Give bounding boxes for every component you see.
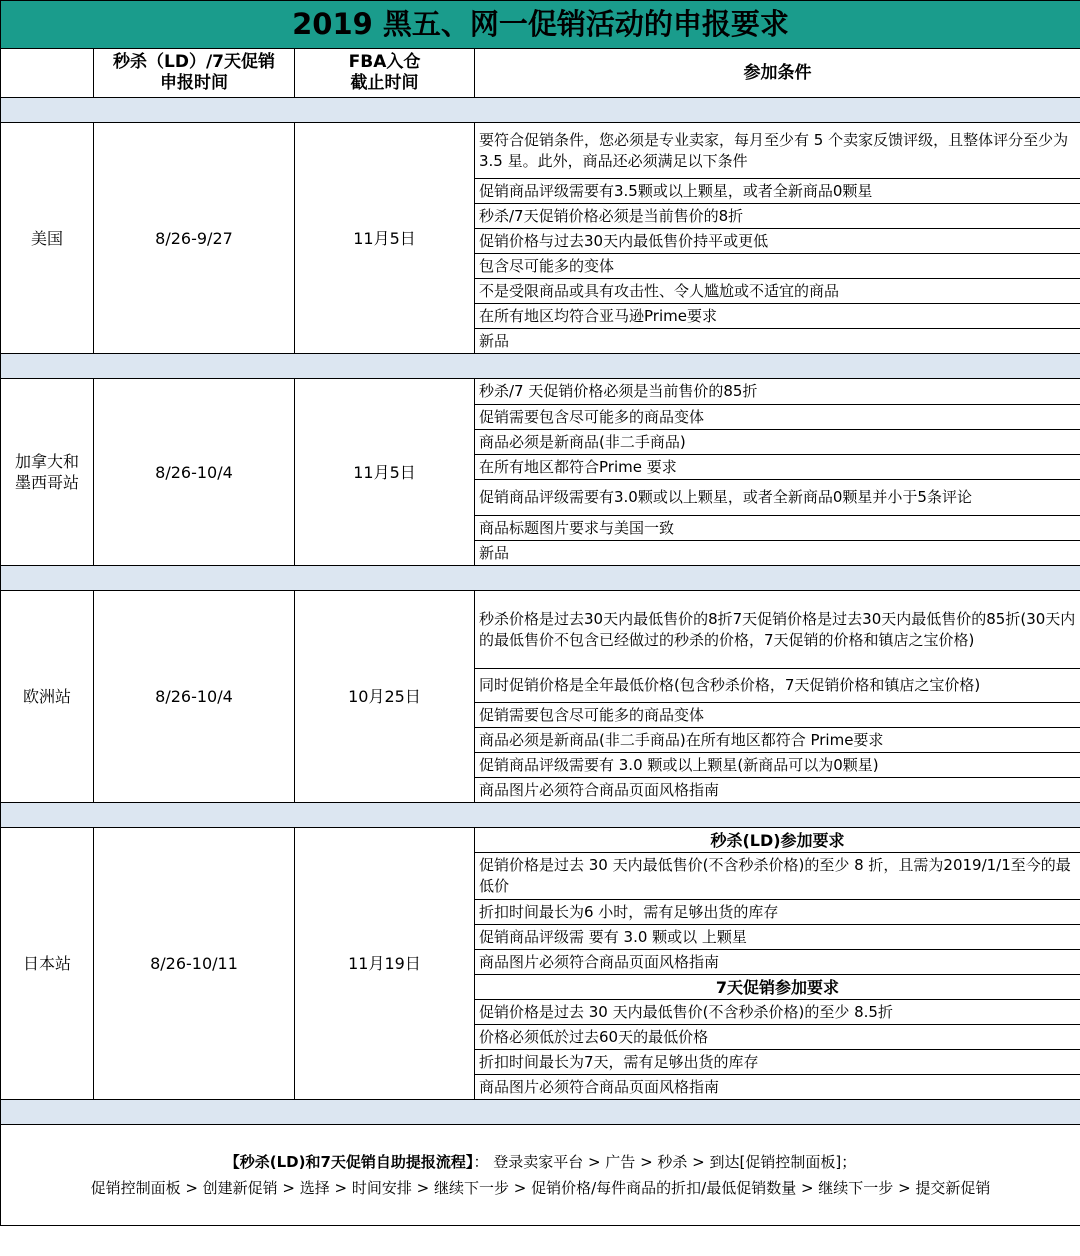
condition-cell: 秒杀/7 天促销价格必须是当前售价的85折 [475, 379, 1080, 405]
table-row [1, 379, 1080, 405]
region-ca-mx: 加拿大和 墨西哥站 [1, 379, 94, 566]
condition-cell: 促销商品评级需 要有 3.0 颗或以 上颗星 [475, 925, 1080, 950]
flow-title: 【秒杀(LD)和7天促销自助提报流程】 [224, 1153, 474, 1171]
separator-row [1, 98, 1080, 123]
condition-cell: 促销价格与过去30天内最低售价持平或更低 [475, 229, 1080, 254]
condition-cell: 折扣时间最长为6 小时，需有足够出货的库存 [475, 900, 1080, 925]
condition-cell: 新品 [475, 329, 1080, 354]
region-jp: 日本站 [1, 828, 94, 1100]
condition-cell: 价格必须低於过去60天的最低价格 [475, 1025, 1080, 1050]
page-title: 2019 黑五、网一促销活动的申报要求 [1, 1, 1080, 49]
header-conditions: 参加条件 [475, 49, 1080, 98]
separator-row [1, 803, 1080, 828]
condition-cell: 商品标题图片要求与美国一致 [475, 516, 1080, 541]
region-us: 美国 [1, 123, 94, 354]
table-row [1, 591, 1080, 669]
condition-cell: 促销商品评级需要有 3.0 颗或以上颗星(新商品可以为0颗星) [475, 753, 1080, 778]
header-blank [1, 49, 94, 98]
ld-requirements-heading: 秒杀(LD)参加要求 [475, 828, 1080, 853]
fba-deadline-ca-mx: 11月5日 [295, 379, 475, 566]
header-fba-deadline: FBA入仓 截止时间 [295, 49, 475, 98]
condition-cell: 促销价格是过去 30 天内最低售价(不含秒杀价格)的至少 8 折，且需为2019/1/1至今的最低价 [475, 853, 1080, 900]
condition-cell: 新品 [475, 541, 1080, 566]
fba-deadline-eu: 10月25日 [295, 591, 475, 803]
condition-cell: 不是受限商品或具有攻击性、令人尴尬或不适宜的商品 [475, 279, 1080, 304]
condition-cell: 商品图片必须符合商品页面风格指南 [475, 1075, 1080, 1100]
condition-cell: 商品必须是新商品(非二手商品) [475, 430, 1080, 455]
condition-cell: 在所有地区均符合亚马逊Prime要求 [475, 304, 1080, 329]
condition-cell: 秒杀价格是过去30天内最低售价的8折7天促销价格是过去30天内最低售价的85折(30天内的最低售价不包含已经做过的秒杀的价格，7天促销的价格和镇店之宝价格) [475, 591, 1080, 669]
condition-cell: 促销价格是过去 30 天内最低售价(不含秒杀价格)的至少 8.5折 [475, 1000, 1080, 1025]
region-eu: 欧洲站 [1, 591, 94, 803]
condition-cell: 秒杀/7天促销价格必须是当前售价的8折 [475, 204, 1080, 229]
fba-deadline-us: 11月5日 [295, 123, 475, 354]
table-row [1, 828, 1080, 853]
condition-cell: 同时促销价格是全年最低价格(包含秒杀价格，7天促销价格和镇店之宝价格) [475, 669, 1080, 703]
footer-row [1, 1125, 1080, 1226]
7day-requirements-heading: 7天促销参加要求 [475, 975, 1080, 1000]
flow-step-line1: ： 登录卖家平台 > 广告 > 秒杀 > 到达[促销控制面板]； [473, 1153, 857, 1171]
condition-cell: 在所有地区都符合Prime 要求 [475, 455, 1080, 480]
condition-cell: 促销需要包含尽可能多的商品变体 [475, 405, 1080, 430]
condition-cell: 商品图片必须符合商品页面风格指南 [475, 950, 1080, 975]
submission-flow-note [1, 1125, 1080, 1226]
separator-row [1, 354, 1080, 379]
table-row [1, 123, 1080, 179]
condition-cell: 要符合促销条件，您必须是专业卖家，每月至少有 5 个卖家反馈评级，且整体评分至少为 3.5 星。此外，商品还必须满足以下条件 [475, 123, 1080, 179]
condition-cell: 商品图片必须符合商品页面风格指南 [475, 778, 1080, 803]
declare-time-ca-mx: 8/26-10/4 [94, 379, 295, 566]
condition-cell: 促销商品评级需要有3.0颗或以上颗星，或者全新商品0颗星并小于5条评论 [475, 480, 1080, 516]
declare-time-us: 8/26-9/27 [94, 123, 295, 354]
header-row [1, 49, 1080, 98]
header-declare-time: 秒杀（LD）/7天促销 申报时间 [94, 49, 295, 98]
condition-cell: 折扣时间最长为7天，需有足够出货的库存 [475, 1050, 1080, 1075]
separator-row [1, 1100, 1080, 1125]
declare-time-jp: 8/26-10/11 [94, 828, 295, 1100]
condition-cell: 包含尽可能多的变体 [475, 254, 1080, 279]
condition-cell: 促销商品评级需要有3.5颗或以上颗星，或者全新商品0颗星 [475, 179, 1080, 204]
condition-cell: 促销需要包含尽可能多的商品变体 [475, 703, 1080, 728]
declare-time-eu: 8/26-10/4 [94, 591, 295, 803]
flow-step-line2: 促销控制面板 > 创建新促销 > 选择 > 时间安排 > 继续下一步 > 促销价格/每件商品的折扣/最低促销数量 > 继续下一步 > 提交新促销 [90, 1179, 991, 1197]
fba-deadline-jp: 11月19日 [295, 828, 475, 1100]
separator-row [1, 566, 1080, 591]
condition-cell: 商品必须是新商品(非二手商品)在所有地区都符合 Prime要求 [475, 728, 1080, 753]
